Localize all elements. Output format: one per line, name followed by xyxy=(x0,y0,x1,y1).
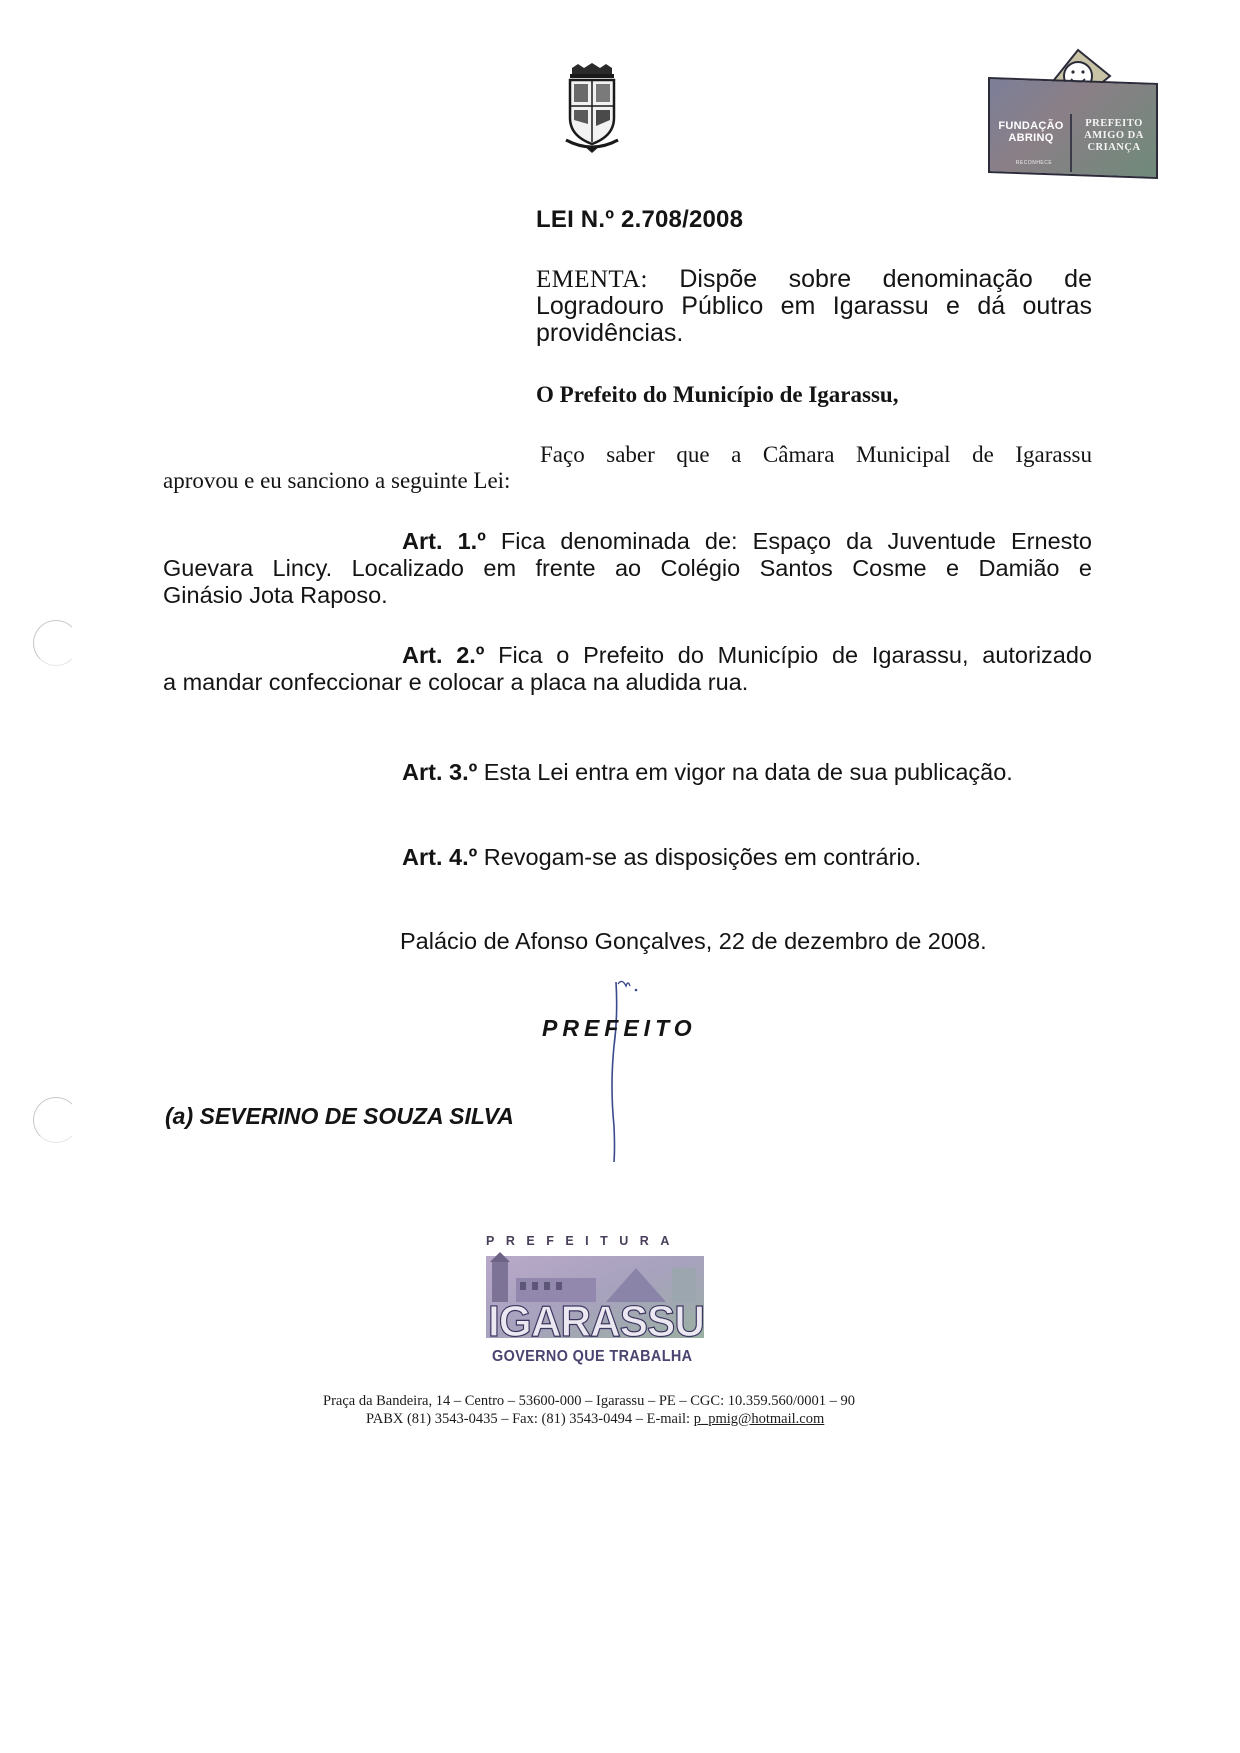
law-title: LEI N.º 2.708/2008 xyxy=(536,206,744,233)
footer-motto: GOVERNO QUE TRABALHA xyxy=(492,1348,693,1365)
ementa-line-2: Logradouro Público em Igarassu e dá outras xyxy=(536,292,1092,320)
article-2-text-1: Fica o Prefeito do Município de Igarassu, autorizado xyxy=(498,642,1093,668)
ementa-text-1: Dispõe sobre denominação de xyxy=(679,265,1092,293)
footer-address-line-2 xyxy=(366,1411,824,1428)
badge-divider xyxy=(1070,114,1072,172)
footer-email-link[interactable]: p_pmig@hotmail.com xyxy=(693,1411,825,1427)
article-3 xyxy=(402,759,1013,786)
intro-line-1: Faço saber que a Câmara Municipal de Igarassu xyxy=(540,442,1092,467)
punch-hole-top xyxy=(33,620,79,666)
article-2-line-1 xyxy=(402,642,1092,669)
article-1-line-3: Ginásio Jota Raposo. xyxy=(163,582,388,608)
article-1-text-1: Fica denominada de: Espaço da Juventude Ernesto xyxy=(500,528,1092,554)
badge-small-text: RECONHECE xyxy=(1015,160,1053,166)
article-1-label: Art. 1.º xyxy=(402,528,486,554)
footer-logo-top-text: PREFEITURA xyxy=(486,1234,681,1248)
igarassu-logo xyxy=(486,1252,708,1344)
ementa-line-1 xyxy=(536,266,1092,293)
municipal-crest-icon xyxy=(562,62,622,154)
article-2-label: Art. 2.º xyxy=(402,642,485,668)
ementa-line-3: providências. xyxy=(536,319,684,347)
article-2-line-2: a mandar confeccionar e colocar a placa na aludida rua. xyxy=(163,669,749,695)
place-date: Palácio de Afonso Gonçalves, 22 de dezembro de 2008. xyxy=(400,928,987,954)
article-4 xyxy=(402,844,921,871)
handwritten-signature xyxy=(600,976,660,1166)
article-4-text: Revogam-se as disposições em contrário. xyxy=(483,844,922,870)
abrinq-badge xyxy=(984,46,1164,182)
article-3-label: Art. 3.º xyxy=(402,759,478,785)
punch-hole-bottom xyxy=(33,1097,79,1143)
footer-address-line-1: Praça da Bandeira, 14 – Centro – 53600-000 – Igarassu – PE – CGC: 10.359.560/0001 – 90 xyxy=(323,1393,855,1409)
mayor-heading: O Prefeito do Município de Igarassu, xyxy=(536,382,899,407)
article-1-line-2: Guevara Lincy. Localizado em frente ao Colégio Santos Cosme e Damião e xyxy=(163,555,1092,581)
badge-right-text: PREFEITO AMIGO DA CRIANÇA xyxy=(1084,118,1144,153)
article-3-text: Esta Lei entra em vigor na data de sua publicação. xyxy=(483,759,1013,785)
signature-title: PREFEITO xyxy=(542,1015,697,1041)
badge-left-text: FUNDAÇÃO ABRINQ xyxy=(998,120,1064,144)
ementa-label: EMENTA: xyxy=(536,266,648,293)
footer-contact: PABX (81) 3543-0435 – Fax: (81) 3543-0494 – E-mail: xyxy=(366,1411,691,1427)
ementa xyxy=(536,266,1092,347)
signer-name: (a) SEVERINO DE SOUZA SILVA xyxy=(165,1103,514,1129)
igarassu-logo-text: IGARASSU xyxy=(488,1297,704,1344)
intro-line-2: aprovou e eu sanciono a seguinte Lei: xyxy=(163,468,511,493)
article-1-line-1 xyxy=(402,528,1092,555)
article-4-label: Art. 4.º xyxy=(402,844,478,870)
